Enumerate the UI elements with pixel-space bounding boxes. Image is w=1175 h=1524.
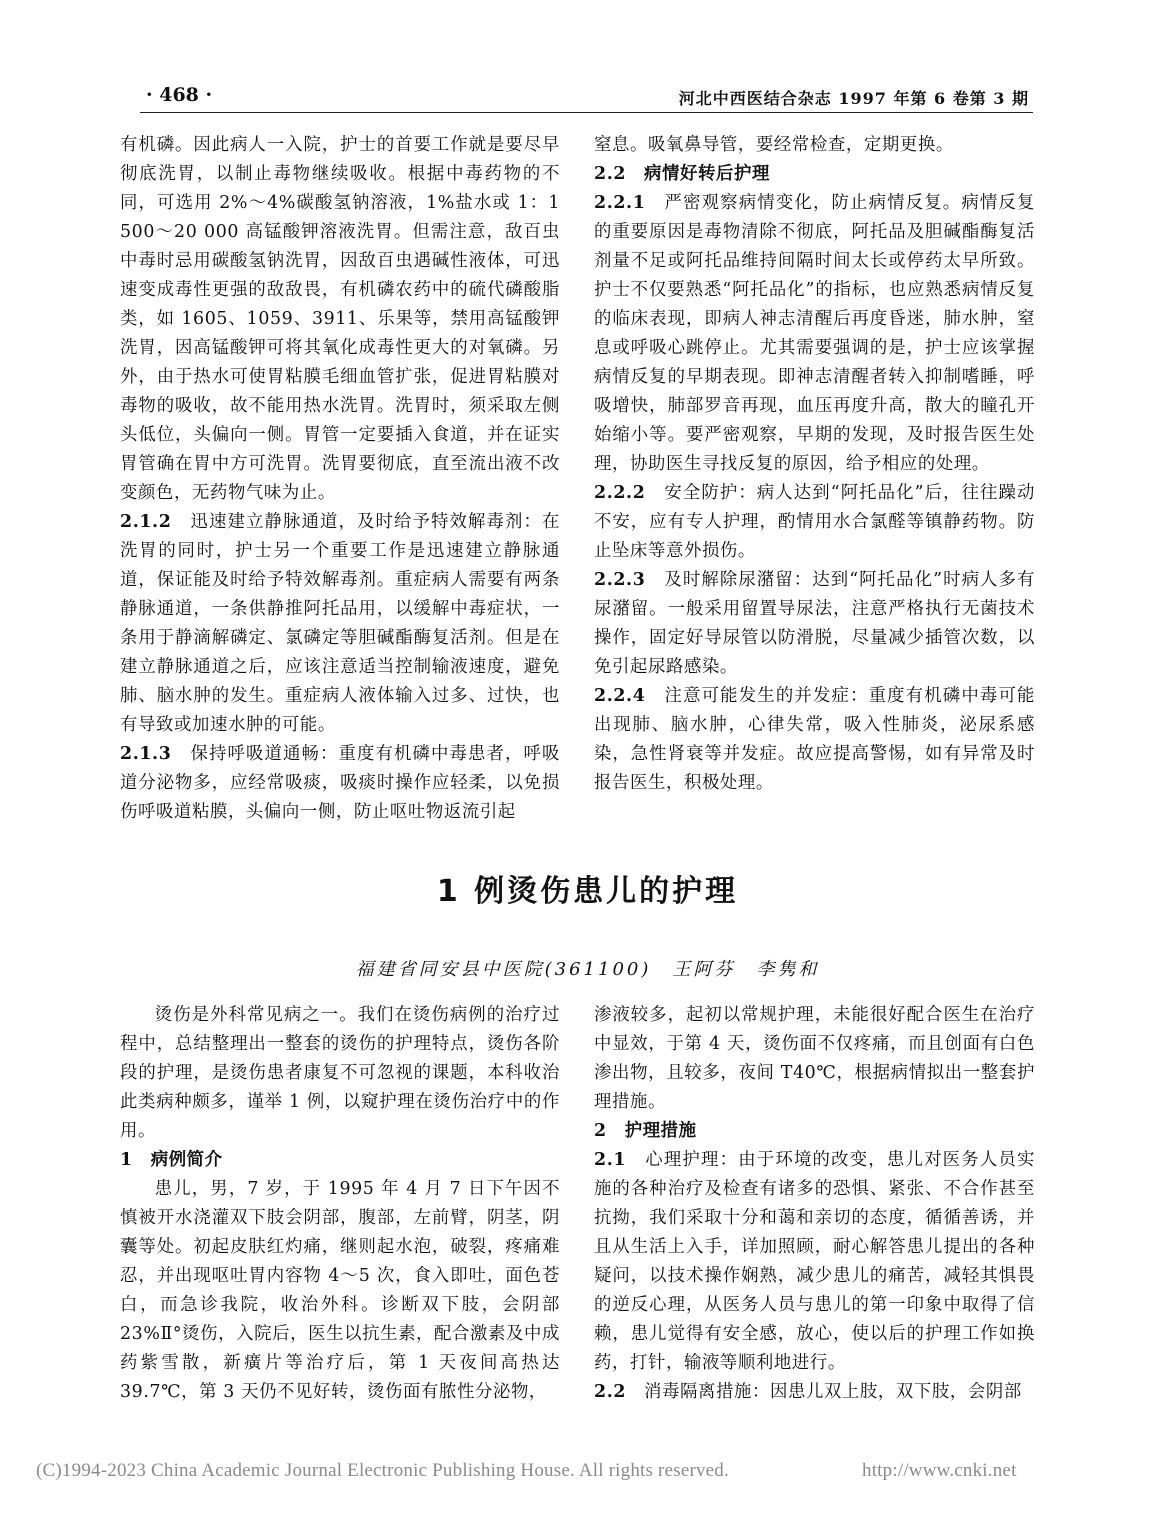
body-paragraph (120, 1001, 560, 1146)
paragraph-text: 消毒隔离措施：因患儿双上肢，双下肢，会阴部 (644, 1382, 1022, 1402)
paragraph-text: 患儿，男，7 岁，于 1995 年 4 月 7 日下午因不慎被开水浇灌双下肢会阴部，腹部，左前臂，阴茎，阴囊等处。初起皮肤红灼痛，继则起水泡，破裂，疼痛难忍，并出现呕吐胃内容物 4～5 次，食入即吐，面色苍白，而急诊我院，收治外科。诊断双下肢，会阴部 23%Ⅱ°烫伤，入院后，医生以抗生素，配合激素及中成药紫雪散，新癀片等治疗后，第 1 天夜间高热达 39.7℃，第 3 天仍不见好转，烫伤面有脓性分泌物， (120, 1179, 560, 1402)
paragraph-text: 烫伤是外科常见病之一。我们在烫伤病例的治疗过程中，总结整理出一整套的烫伤的护理特点，烫伤各阶段的护理，是烫伤患者康复不可忽视的课题，本科收治此类病种颇多，谨举 1 例，以窥护理在烫伤治疗中的作用。 (120, 1005, 560, 1141)
body-paragraph (594, 566, 1035, 682)
paragraph-text: 病情好转后护理 (644, 164, 770, 184)
body-paragraph (120, 131, 560, 508)
paragraph-text: 注意可能发生的并发症：重度有机磷中毒可能出现肺、脑水肿，心律失常，吸入性肺炎，泌尿系感染，急性肾衰等并发症。故应提高警惕，如有异常及时报告医生，积极处理。 (594, 686, 1035, 793)
paragraph-text: 安全防护：病人达到“阿托品化”后，往往躁动不安，应有专人护理，酌情用水合氯醛等镇静药物。防止坠床等意外损伤。 (594, 483, 1035, 561)
section-number: 1 (120, 1150, 151, 1170)
section-number: 2.2.3 (594, 570, 665, 590)
section-number: 2.2.1 (594, 193, 665, 213)
author-byline: 福建省同安县中医院(361100) 王阿芬 李隽和 (355, 959, 820, 980)
page-number: · 468 · (146, 84, 213, 106)
article1-right-column (594, 131, 1035, 798)
article2-left-column (120, 1001, 560, 1407)
section-number: 2.1.2 (120, 512, 191, 532)
paragraph-text: 保持呼吸道通畅：重度有机磷中毒患者，呼吸道分泌物多，应经常吸痰，吸痰时操作应轻柔，以免损伤呼吸道粘膜，头偏向一侧，防止呕吐物返流引起 (120, 744, 560, 822)
page-header (140, 82, 1033, 113)
section-heading (594, 160, 1035, 189)
body-paragraph (594, 1001, 1035, 1117)
section-heading (594, 1117, 1035, 1146)
section-number: 2.2.4 (594, 686, 665, 706)
paragraph-text: 严密观察病情变化，防止病情反复。病情反复的重要原因是毒物清除不彻底，阿托品及胆碱酯酶复活剂量不足或阿托品维持间隔时间太长或停药太早所致。护士不仅要熟悉“阿托品化”的指标，也应熟悉病情反复的临床表现，即病人神志清醒后再度昏迷，肺水肿，窒息或呼吸心跳停止。尤其需要强调的是，护士应该掌握病情反复的早期表现。即神志清醒者转入抑制嗜睡，呼吸增快，肺部罗音再现，血压再度升高，散大的瞳孔开始缩小等。要严密观察，早期的发现，及时报告医生处理，协助医生寻找反复的原因，给予相应的处理。 (594, 193, 1035, 474)
section-number: 2.2 (594, 1382, 645, 1402)
article2-right-column (594, 1001, 1035, 1407)
paragraph-text: 心理护理：由于环境的改变，患儿对医务人员实施的各种治疗及检查有诸多的恐惧、紧张、不合作甚至抗拗，我们采取十分和蔼和亲切的态度，循循善诱，并且从生活上入手，详加照顾，耐心解答患儿提出的各种疑问，以技术操作娴熟，减少患儿的痛苦，减轻其惧畏的逆反心理，从医务人员与患儿的第一印象中取得了信赖，患儿觉得有安全感，放心，使以后的护理工作如换药，打针，输液等顺利地进行。 (594, 1150, 1036, 1373)
section-number: 2 (594, 1121, 625, 1141)
paragraph-text: 渗液较多，起初以常规护理，未能很好配合医生在治疗中显效，于第 4 天，烫伤面不仅疼痛，而且创面有白色渗出物，且较多，夜间 T40℃，根据病情拟出一整套护理措施。 (594, 1005, 1035, 1112)
body-paragraph (594, 131, 1035, 160)
section-number: 2.1 (594, 1150, 646, 1170)
body-paragraph (594, 682, 1035, 798)
paragraph-text: 窒息。吸氧鼻导管，要经常检查，定期更换。 (594, 135, 954, 155)
body-paragraph (594, 189, 1035, 479)
section-number: 2.2 (594, 164, 645, 184)
paragraph-text: 护理措施 (624, 1121, 697, 1141)
paragraph-text: 及时解除尿潴留：达到“阿托品化”时病人多有尿潴留。一般采用留置导尿法，注意严格执行无菌技术操作，固定好导尿管以防滑脱，尽量减少插管次数，以免引起尿路感染。 (594, 570, 1035, 677)
section-number: 2.2.2 (594, 483, 665, 503)
body-paragraph (594, 1378, 1035, 1407)
paragraph-text: 迅速建立静脉通道，及时给予特效解毒剂：在洗胃的同时，护士另一个重要工作是迅速建立静脉通道，保证能及时给予特效解毒剂。重症病人需要有两条静脉通道，一条供静推阿托品用，以缓解中毒症状，一条用于静滴解磷定、氯磷定等胆碱酯酶复活剂。但是在建立静脉通道之后，应该注意适当控制输液速度，避免肺、脑水肿的发生。重症病人液体输入过多、过快，也有导致或加速水肿的可能。 (120, 512, 560, 735)
paragraph-text: 病例简介 (150, 1150, 223, 1170)
body-paragraph (120, 508, 560, 740)
body-paragraph (120, 1175, 560, 1407)
body-paragraph (594, 1146, 1035, 1378)
cnki-url: http://www.cnki.net (862, 1460, 1017, 1481)
article-title: 1 例烫伤患儿的护理 (436, 874, 739, 909)
section-number: 2.1.3 (120, 744, 191, 764)
body-paragraph (594, 479, 1035, 566)
journal-title: 河北中西医结合杂志 1997 年第 6 卷第 3 期 (678, 89, 1029, 108)
article1-left-column (120, 131, 560, 827)
paragraph-text: 有机磷。因此病人一入院，护士的首要工作就是要尽早彻底洗胃，以制止毒物继续吸收。根据中毒药物的不同，可选用 2%～4%碳酸氢钠溶液，1%盐水或 1：1 500～20 000 高锰酸钾溶液洗胃。但需注意，敌百虫中毒时忌用碳酸氢钠洗胃，因敌百虫遇碱性液体，可迅速变成毒性更强的敌敌畏，有机磷农药中的硫代磷酸脂类，如 1605、1059、3911、乐果等，禁用高锰酸钾洗胃，因高锰酸钾可将其氧化成毒性更大的对氧磷。另外，由于热水可使胃粘膜毛细血管扩张，促进胃粘膜对毒物的吸收，故不能用热水洗胃。洗胃时，须采取左侧头低位，头偏向一侧。胃管一定要插入食道，并在证实胃管确在胃中方可洗胃。洗胃要彻底，直至流出液不改变颜色，无药物气味为止。 (120, 135, 560, 503)
copyright-footer (36, 1460, 1036, 1482)
copyright-text: (C)1994-2023 China Academic Journal Electronic Publishing House. All rights reserved. (36, 1460, 729, 1481)
body-paragraph (120, 740, 560, 827)
section-heading (120, 1146, 560, 1175)
